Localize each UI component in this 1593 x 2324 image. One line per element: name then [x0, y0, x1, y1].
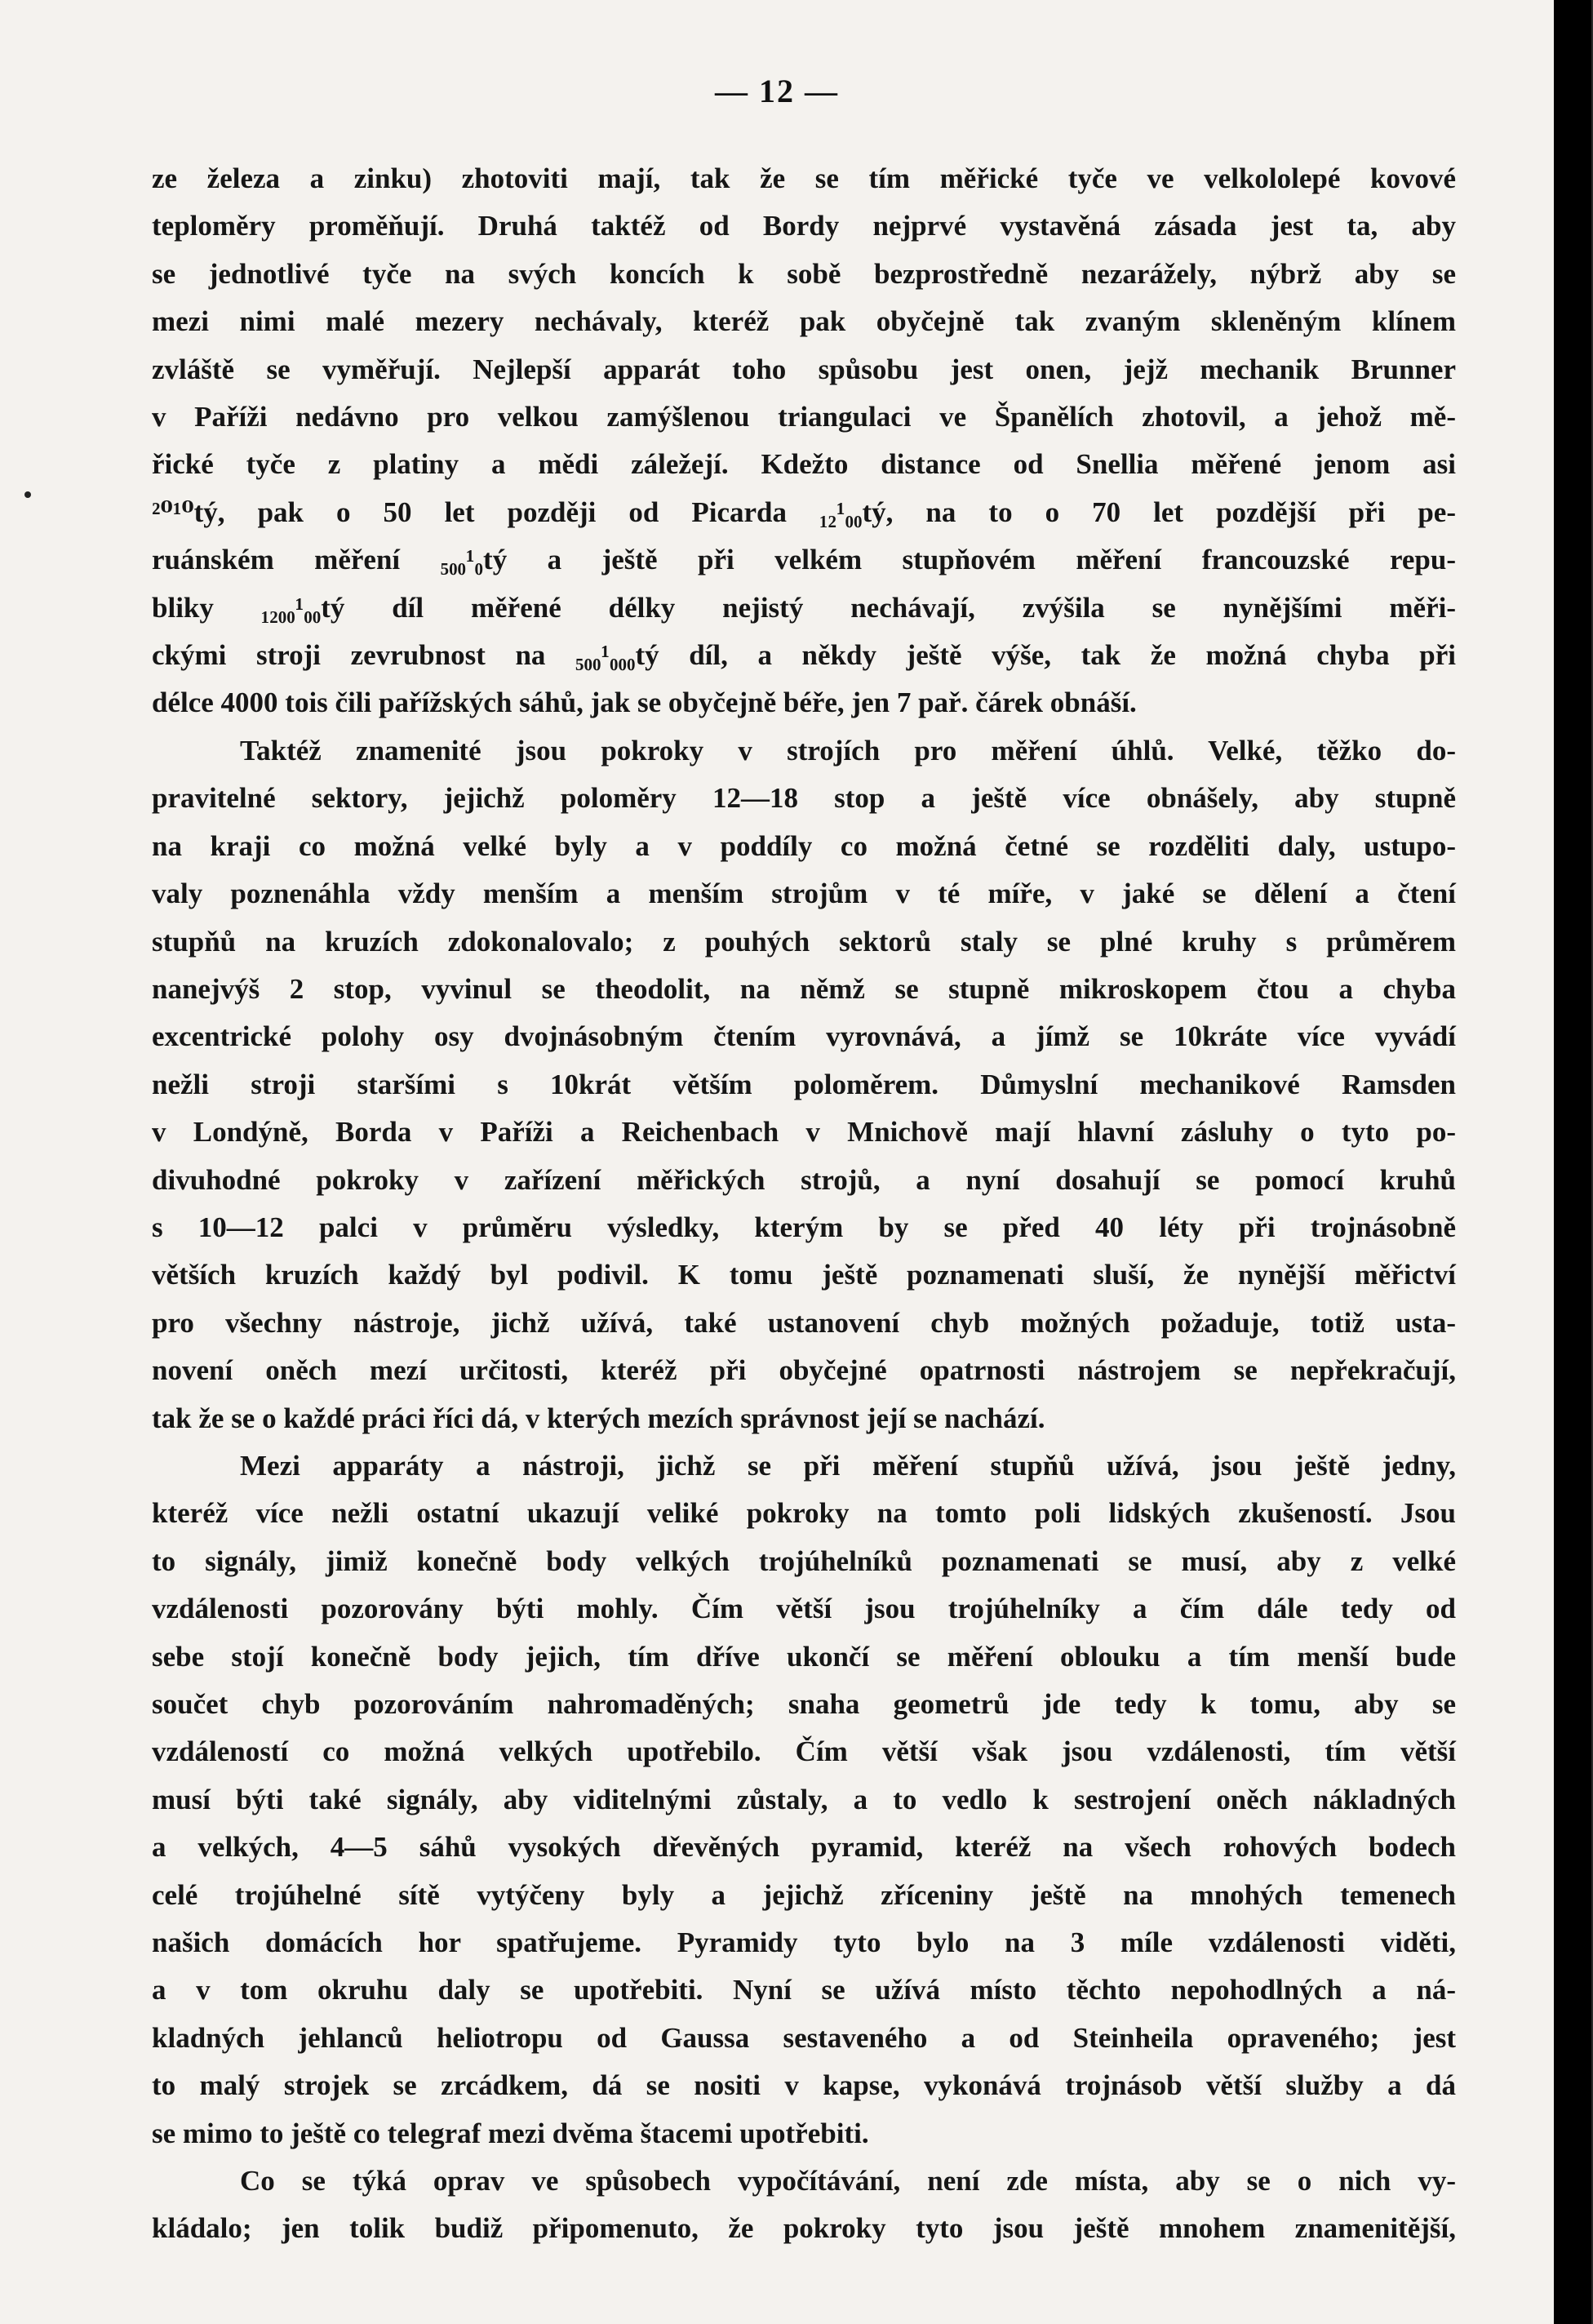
text-line: to malý strojek se zrcádkem, dá se nositi v kapse, vykonává trojnásob větší služby a dá [152, 2069, 1456, 2102]
text-line: s 10—12 palci v průměru výsledky, kterým by se před 40 léty při trojnásobně [152, 1211, 1456, 1243]
text-line: kládalo; jen tolik budiž připomenuto, že pokroky tyto jsou ještě mnohem znamenitější, [152, 2212, 1456, 2245]
text-line: novení oněch mezí určitosti, kteréž při obyčejné opatrnosti nástrojem se nepřekračují, [152, 1354, 1456, 1387]
body-text [152, 155, 1456, 2253]
text-line: nanejvýš 2 stop, vyvinul se theodolit, na němž se stupně mikroskopem čtou a chyba [152, 972, 1456, 1005]
text-line: Co se týká oprav ve spůsobech vypočítávání, není zde místa, aby se o nich vy- [240, 2165, 1456, 2197]
text-line: zvláště se vyměřují. Nejlepší apparát toho spůsobu jest onen, jejž mechanik Brunner [152, 353, 1456, 385]
text-line: mezi nimi malé mezery nechávaly, kteréž pak obyčejně tak zvaným skleněným klínem [152, 305, 1456, 338]
text-line: to signály, jimiž konečně body velkých trojúhelníků poznamenati se musí, aby z velké [152, 1544, 1456, 1577]
text-line: nežli stroji staršími s 10krát větším poloměrem. Důmyslní mechanikové Ramsden [152, 1068, 1456, 1100]
text-line: v Londýně, Borda v Paříži a Reichenbach v Mnichově mají hlavní zásluhy o tyto po- [152, 1116, 1456, 1149]
text-line: tak že se o každé práci říci dá, v kterých mezích správnost její se nachází. [152, 1402, 1045, 1434]
text-line: a v tom okruhu daly se upotřebiti. Nyní se užívá místo těchto nepohodlných a ná- [152, 1974, 1456, 2006]
text-line: divuhodné pokroky v zařízení měřických strojů, a nyní dosahují se pomocí kruhů [152, 1163, 1456, 1196]
text-line: pro všechny nástroje, jichž užívá, také ustanovení chyb možných požaduje, totiž usta- [152, 1306, 1456, 1339]
text-line: excentrické polohy osy dvojnásobným čtením vyrovnává, a jímž se 10kráte více vyvádí [152, 1020, 1456, 1053]
text-line: na kraji co možná velké byly a v poddíly co možná četné se rozděliti daly, ustupo- [152, 829, 1456, 862]
margin-mark [24, 491, 31, 498]
text-line: délce 4000 tois čili pařížských sáhů, jak se obyčejně béře, jen 7 pař. čárek obnáší. [152, 687, 1137, 719]
text-line: řické tyče z platiny a mědi záležejí. Kdežto distance od Snellia měřené jenom asi [152, 448, 1456, 481]
text-line: stupňů na kruzích zdokonalovalo; z pouhých sektorů staly se plné kruhy s průměrem [152, 925, 1456, 958]
text-line: větších kruzích každý byl podivil. K tomu ještě poznamenati sluší, že nynější měřictví [152, 1259, 1456, 1291]
text-line: Mezi apparáty a nástroji, jichž se při měření stupňů užívá, jsou ještě jedny, [240, 1449, 1456, 1482]
text-line: teploměry proměňují. Druhá taktéž od Bordy nejprvé vystavěná zásada jest ta, aby [152, 210, 1456, 242]
text-line: vzdáleností co možná velkých upotřebilo. Čím větší však jsou vzdálenosti, tím větší [152, 1735, 1456, 1768]
text-line: ²⁰¹⁰tý, pak o 50 let později od Picarda ₁₂¹₀₀tý, na to o 70 let pozdější při pe- [152, 495, 1456, 528]
text-line: kteréž více nežli ostatní ukazují veliké pokroky na tomto poli lidských zkušeností. Jsou [152, 1497, 1456, 1530]
text-line: musí býti také signály, aby viditelnými zůstaly, a to vedlo k sestrojení oněch nákladných [152, 1783, 1456, 1815]
text-line: ckými stroji zevrubnost na ₅₀₀¹₀₀₀tý díl, a někdy ještě výše, tak že možná chyba při [152, 639, 1456, 672]
text-line: celé trojúhelné sítě vytýčeny byly a jejichž zříceniny ještě na mnohých temenech [152, 1878, 1456, 1911]
text-line: se mimo to ještě co telegraf mezi dvěma štacemi upotřebiti. [152, 2117, 869, 2149]
text-line: kladných jehlanců heliotropu od Gaussa sestaveného a od Steinheila opraveného; jest [152, 2021, 1456, 2054]
text-line: bliky ₁₂₀₀¹₀₀tý díl měřené délky nejistý nechávají, zvýšila se nynějšími měři- [152, 591, 1456, 624]
text-line: v Paříži nedávno pro velkou zamýšlenou triangulaci ve Španělích zhotovil, a jehož mě- [152, 401, 1456, 433]
text-line: se jednotlivé tyče na svých koncích k sobě bezprostředně nezarážely, nýbrž aby se [152, 257, 1456, 290]
text-line: Taktéž znamenité jsou pokroky v strojích pro měření úhlů. Velké, těžko do- [240, 734, 1456, 767]
text-line: pravitelné sektory, jejichž poloměry 12—18 stop a ještě více obnášely, aby stupně [152, 782, 1456, 815]
text-line: ze železa a zinku) zhotoviti mají, tak že se tím měřické tyče ve velkololepé kovové [152, 162, 1456, 194]
text-line: a velkých, 4—5 sáhů vysokých dřevěných pyramid, kteréž na všech rohových bodech [152, 1831, 1456, 1864]
text-line: našich domácích hor spatřujeme. Pyramidy tyto bylo na 3 míle vzdálenosti viděti, [152, 1926, 1456, 1959]
text-line: valy poznenáhla vždy menším a menším strojům v té míře, v jaké se dělení a čtení [152, 878, 1456, 910]
text-line: vzdálenosti pozorovány býti mohly. Čím větší jsou trojúhelníky a čím dále tedy od [152, 1593, 1456, 1625]
text-line: součet chyb pozorováním nahromaděných; snaha geometrů jde tedy k tomu, aby se [152, 1688, 1456, 1720]
text-line: ruánském měření ₅₀₀¹₀tý a ještě při velkém stupňovém měření francouzské repu- [152, 544, 1456, 576]
text-line: sebe stojí konečně body jejich, tím dříve ukončí se měření oblouku a tím menší bude [152, 1640, 1456, 1673]
page-number: — 12 — [715, 73, 839, 109]
